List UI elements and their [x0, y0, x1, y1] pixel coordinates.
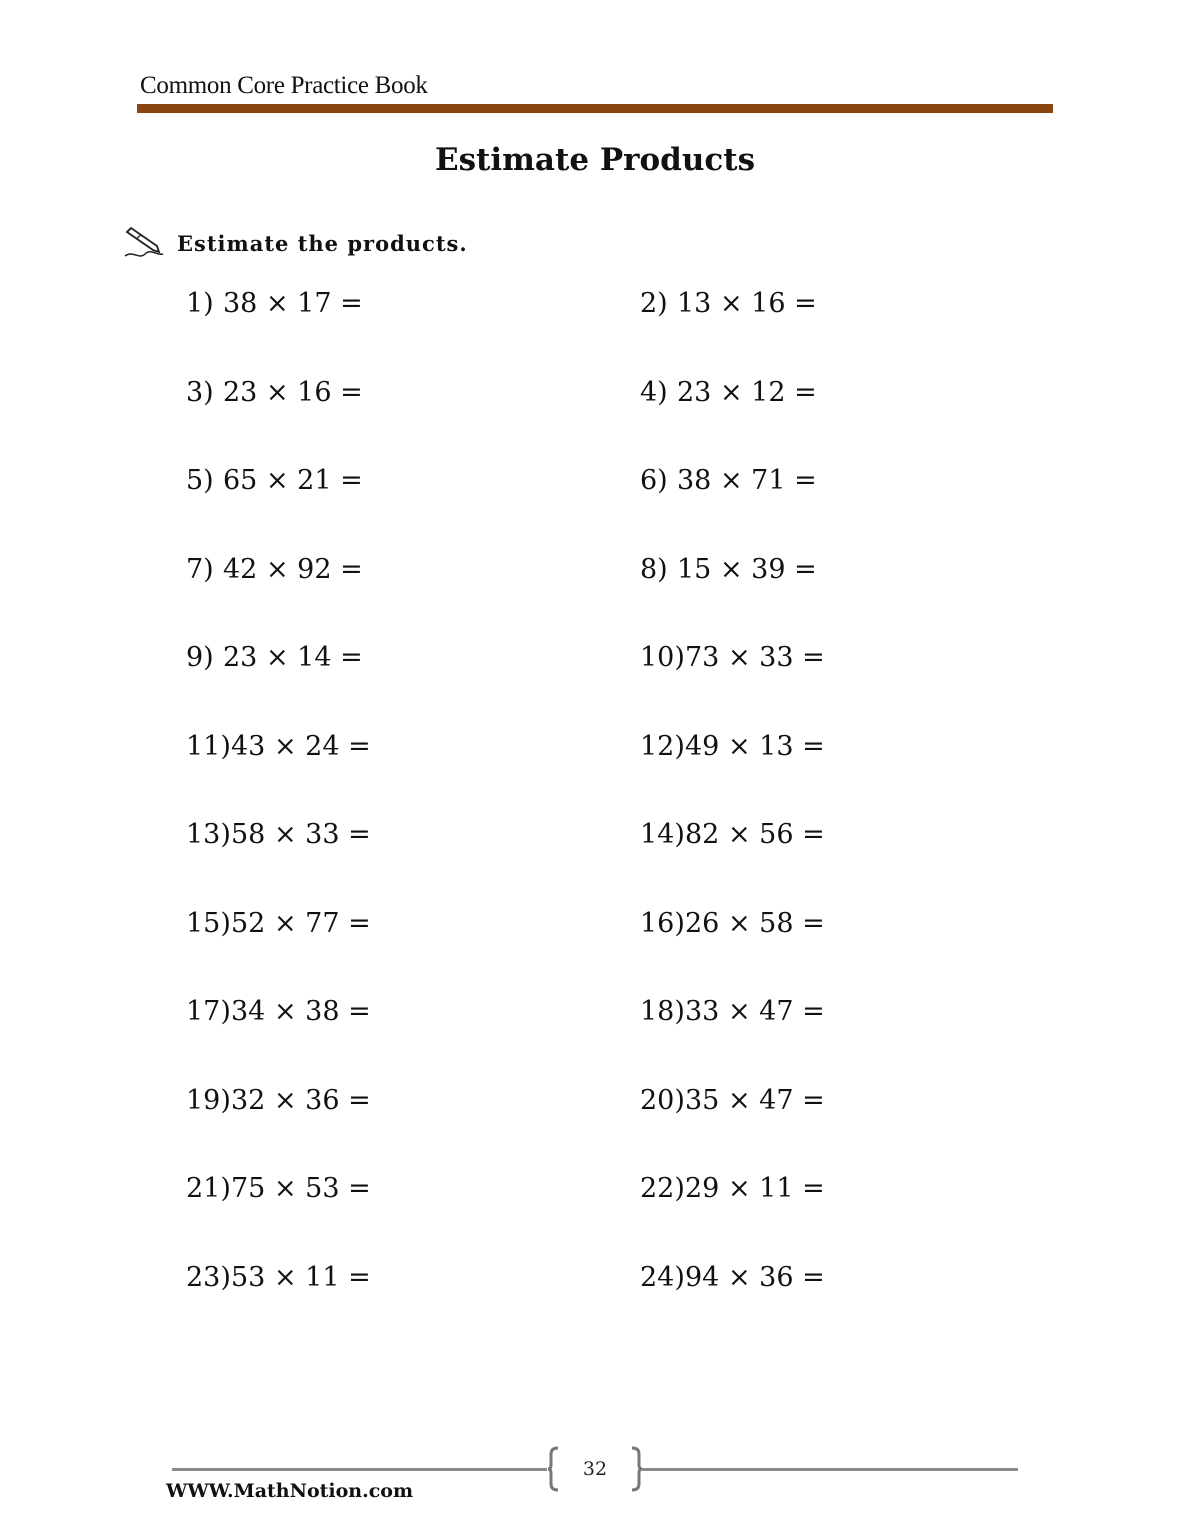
instruction-text: Estimate the products.: [177, 230, 468, 256]
problem-expression: 26 × 58 =: [685, 907, 825, 939]
problem-number: 12): [640, 730, 685, 762]
problem-item: [640, 554, 817, 585]
problem-item: [186, 996, 371, 1027]
problem-expression: 23 × 12 =: [677, 376, 817, 408]
book-title: Common Core Practice Book: [140, 72, 428, 99]
right-bracket-icon: [630, 1446, 642, 1492]
problem-item: [186, 377, 363, 408]
problem-item: [640, 996, 825, 1027]
problem-number: 5): [186, 465, 214, 496]
page-title: Estimate Products: [434, 142, 756, 178]
problem-item: [640, 642, 825, 673]
problem-item: [186, 819, 371, 850]
problem-item: [186, 1173, 371, 1204]
problem-expression: 53 × 11 =: [231, 1261, 371, 1293]
problem-item: [640, 1085, 825, 1116]
problem-number: 6): [640, 465, 668, 496]
problem-expression: 43 × 24 =: [231, 730, 371, 762]
problem-item: [186, 908, 371, 939]
problem-number: 21): [186, 1173, 231, 1204]
problem-expression: 32 × 36 =: [231, 1084, 371, 1116]
problem-number: 17): [186, 996, 231, 1027]
problem-number: 11): [186, 730, 231, 762]
problem-number: 14): [640, 819, 685, 850]
problem-item: [640, 731, 825, 762]
left-bracket-icon: [548, 1446, 560, 1492]
problem-expression: 34 × 38 =: [231, 996, 371, 1027]
problem-expression: 29 × 11 =: [685, 1173, 825, 1204]
problem-expression: 23 × 14 =: [223, 642, 363, 673]
problem-number: 22): [640, 1173, 685, 1204]
problem-number: 15): [186, 907, 231, 939]
problem-number: 20): [640, 1084, 685, 1116]
problem-number: 18): [640, 996, 685, 1027]
problem-expression: 94 × 36 =: [685, 1261, 825, 1293]
footer-url: WWW.MathNotion.com: [166, 1480, 414, 1502]
problem-item: [186, 465, 363, 496]
problem-item: [186, 731, 371, 762]
problem-item: [640, 288, 817, 319]
problem-item: [640, 1173, 825, 1204]
problem-expression: 33 × 47 =: [685, 996, 825, 1027]
footer-rule-right: [642, 1468, 1018, 1471]
problem-number: 24): [640, 1261, 685, 1293]
problem-expression: 15 × 39 =: [677, 553, 817, 585]
instruction: [123, 226, 468, 260]
problem-expression: 65 × 21 =: [223, 465, 363, 496]
pencil-icon: [123, 226, 167, 260]
problem-number: 13): [186, 819, 231, 850]
problem-expression: 38 × 71 =: [677, 465, 817, 496]
problem-expression: 35 × 47 =: [685, 1084, 825, 1116]
problem-expression: 42 × 92 =: [223, 553, 363, 585]
footer-rule-left: [172, 1468, 547, 1471]
problem-number: 2): [640, 288, 668, 319]
problem-item: [186, 1262, 371, 1293]
problem-expression: 82 × 56 =: [685, 819, 825, 850]
problem-item: [640, 377, 817, 408]
problem-expression: 13 × 16 =: [677, 288, 817, 319]
problem-item: [640, 465, 817, 496]
problem-expression: 49 × 13 =: [685, 730, 825, 762]
problem-number: 9): [186, 642, 214, 673]
problem-item: [640, 819, 825, 850]
problem-expression: 52 × 77 =: [231, 907, 371, 939]
problem-item: [186, 1085, 371, 1116]
problem-number: 23): [186, 1261, 231, 1293]
problem-number: 1): [186, 288, 214, 319]
problem-item: [186, 642, 363, 673]
problem-expression: 23 × 16 =: [223, 376, 363, 408]
problem-number: 19): [186, 1084, 231, 1116]
problem-number: 3): [186, 376, 214, 408]
problem-number: 16): [640, 907, 685, 939]
problem-number: 10): [640, 642, 685, 673]
problem-item: [640, 1262, 825, 1293]
header-rule: [137, 104, 1053, 113]
problem-expression: 58 × 33 =: [231, 819, 371, 850]
problem-item: [186, 288, 363, 319]
problem-number: 4): [640, 376, 668, 408]
problem-expression: 75 × 53 =: [231, 1173, 371, 1204]
problem-expression: 73 × 33 =: [685, 642, 825, 673]
problem-item: [186, 554, 363, 585]
problem-number: 7): [186, 553, 214, 585]
problem-number: 8): [640, 553, 668, 585]
page-number: 32: [582, 1458, 608, 1480]
problem-item: [640, 908, 825, 939]
problem-expression: 38 × 17 =: [223, 288, 363, 319]
